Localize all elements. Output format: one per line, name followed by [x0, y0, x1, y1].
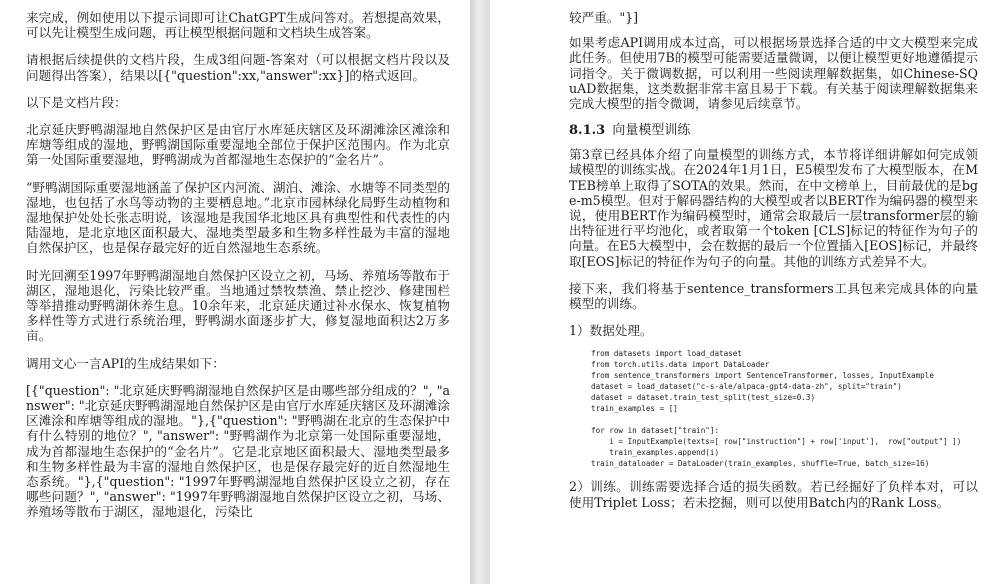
code-line: from torch.utils.data import DataLoader — [591, 360, 770, 370]
left-page — [0, 0, 470, 584]
paragraph-section-intro: 第3章已经具体介绍了向量模型的训练方式，本节将详细讲解如何完成领域模型的训练实战。在2024年1月1日，E5模型发布了大模型版本，在MTEB榜单上取得了SOTA的效果。然而，在中文榜单上，目前最优的是bge-m5模型。但对于解码器结构的大模型或者以BERT作为编码器的模型来说，使用BERT作为编码模型时，通常会取最后一层transformer层的输出特征进行平均池化，或者取第一个token [CLS]标记的特征作为句子的向量。在E5大模型中，会在数据的最后一个位置插入[EOS]标记，并最终取[EOS]标记的特征作为句子的向量。其他的训练方式差异不大。 — [569, 147, 978, 269]
section-number: 8.1.3 — [569, 123, 606, 139]
code-line: from datasets import load_dataset — [591, 349, 742, 359]
paragraph-intro: 来完成，例如使用以下提示词即可让ChatGPT生成问答对。若想提高效果，可以先让模型生成问题，再让模型根据问题和文档块生成答案。 — [26, 10, 450, 41]
code-line: train_dataloader = DataLoader(train_examples, shuffle=True, batch_size=16) — [591, 459, 930, 469]
code-line: from sentence_transformers import SentenceTransformer, losses, InputExample — [591, 371, 934, 381]
code-block — [591, 348, 978, 469]
section-heading — [569, 123, 978, 139]
paragraph-prompt: 请根据后续提供的文档片段，生成3组问题-答案对（可以根据文档片段以及问题得出答案），结果以[{"question":xx,"answer":xx}]的格式返回。 — [26, 52, 450, 83]
paragraph-doc-label: 以下是文档片段： — [26, 94, 127, 110]
paragraph-api-result: [{"question": "北京延庆野鸭湖湿地自然保护区是由哪些部分组成的？", "answer": "北京延庆野鸭湖湿地自然保护区是由官厅水库延庆辖区及环湖滩涂区滩涂和库塘等组成的湿地。"},{"question": "野鸭湖在北京的生态保护中有什么特别的地位？", "answer": "野鸭湖作为北京第一处国际重要湿地，成为首都湿地生态保护的“金名片”。它是北京地区面积最大、湿地类型最多和生物多样性最为丰富的湿地自然保护区，也是保存最完好的近自然湿地生态系统。"},{"question": "1997年野鸭湖湿地自然保护区设立之初，存在哪些问题？", "answer": "1997年野鸭湖湿地自然保护区设立之初，马场、养殖场等散布于湖区，湿地退化，污染比 — [26, 382, 450, 520]
paragraph-api-label: 调用文心一言API的生成结果如下： — [26, 355, 225, 371]
section-title: 向量模型训练 — [612, 123, 691, 139]
paragraph-doc-2: “野鸭湖国际重要湿地涵盖了保护区内河流、湖泊、滩涂、水塘等不同类型的湿地，也包括了水鸟等动物的主要栖息地。”北京市园林绿化局野生动植物和湿地保护处处长张志明说，该湿地是我国华北地区具有典型性和代表性的内陆湿地，是北京地区面积最大、湿地类型最多和生物多样性最为丰富的湿地自然保护区，也是保存最完好的近自然湿地生态系统。 — [26, 179, 450, 256]
paragraph-doc-3: 时光回溯至1997年野鸭湖湿地自然保护区设立之初，马场、养殖场等散布于湖区，湿地退化，污染比较严重。当地通过禁牧禁渔、禁止挖沙、修建围栏等举措推动野鸭湖休养生息。10余年来，北京延庆通过补水保水、恢复植物多样性等方式进行系统治理，野鸭湖水面逐步扩大，修复湿地面积达2万多亩。 — [26, 267, 450, 344]
code-line: train_examples = [] — [591, 404, 678, 414]
step-2-paragraph: 2）训练。训练需要选择合适的损失函数。若已经掘好了负样本对，可以使用Triplet Loss；若未挖掘，则可以使用Batch内的Rank Loss。 — [569, 479, 978, 510]
step-1-label: 1）数据处理。 — [569, 323, 653, 339]
code-line: dataset = dataset.train_test_split(test_size=0.3) — [591, 393, 816, 403]
code-line: for row in dataset["train"]: — [591, 426, 720, 436]
code-line: dataset = load_dataset("c-s-ale/alpaca-gpt4-data-zh", split="train") — [591, 382, 902, 392]
paragraph-next: 接下来，我们将基于sentence_transformers工具包来完成具体的向量模型的训练。 — [569, 280, 978, 312]
right-page — [490, 0, 992, 584]
paragraph-api-cost: 如果考虑API调用成本过高，可以根据场景选择合适的中文大模型来完成此任务。但使用7B的模型可能需要适量微调，以便让模型更好地遵循提示词指令。关于微调数据，可以利用一些阅读理解数据集，如Chinese-SQuAD数据集，这类数据非常丰富且易于下载。有关基于阅读理解数据集来完成大模型的指令微调，请参见后续章节。 — [569, 35, 978, 112]
page-gutter — [470, 0, 490, 584]
paragraph-doc-1: 北京延庆野鸭湖湿地自然保护区是由官厅水库延庆辖区及环湖滩涂区滩涂和库塘等组成的湿地，野鸭湖国际重要湿地全部位于保护区范围内。作为北京第一处国际重要湿地，野鸭湖成为首都湿地生态保护的“金名片”。 — [26, 122, 450, 168]
code-line: i = InputExample(texts=[ row["instruction"] + row['input'], row["output"] ]) — [591, 437, 962, 447]
paragraph-continuation: 较严重。"}] — [569, 10, 639, 25]
code-line: train_examples.append(i) — [591, 448, 720, 458]
